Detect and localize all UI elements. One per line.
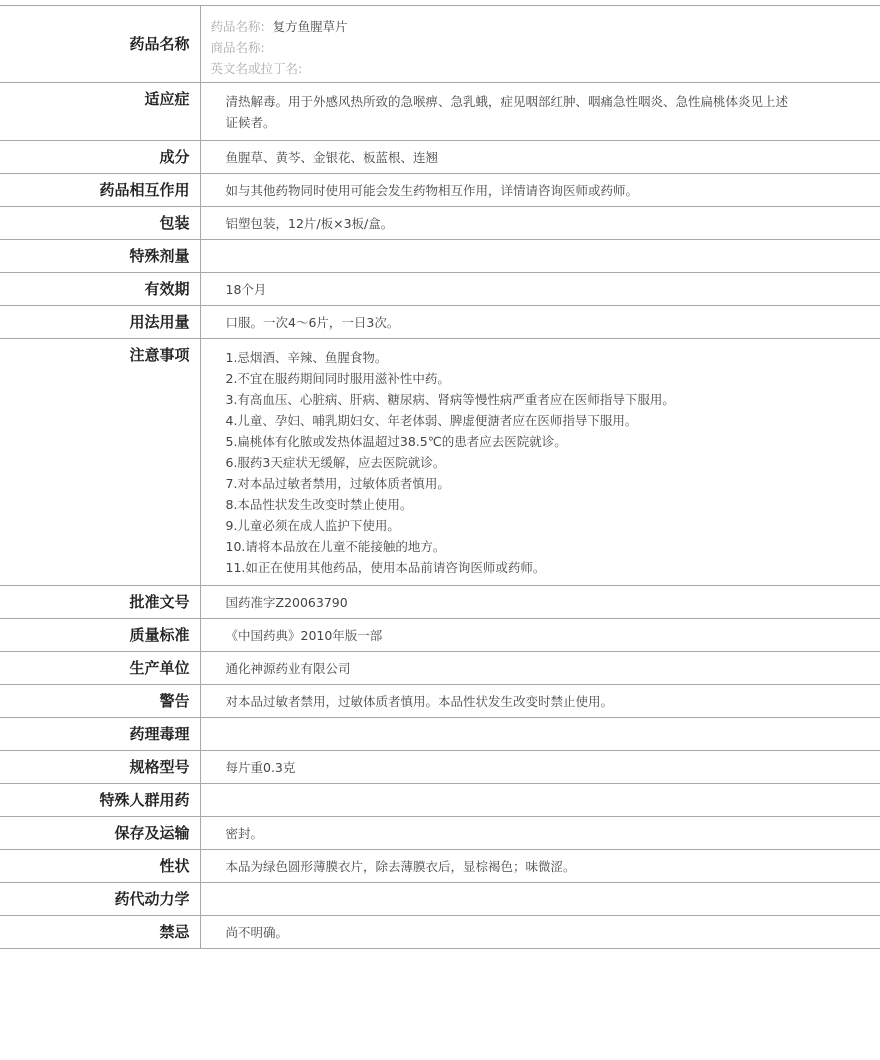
trade-name-caption: 商品名称: [210,40,265,55]
row-interactions [0,174,880,207]
package-label: 包装 [0,207,200,240]
row-drug-name [0,6,880,83]
precaution-item: 4.儿童、孕妇、哺乳期妇女、年老体弱、脾虚便溏者应在医师指导下服用。 [225,413,638,428]
row-ingredients [0,141,880,174]
special-dosage-value [200,240,880,273]
specification-label: 规格型号 [0,751,200,784]
generic-name-value: 复方鱼腥草片 [272,19,348,34]
english-name-caption: 英文名或拉丁名: [210,61,303,76]
precaution-item: 9.儿童必须在成人监护下使用。 [225,518,400,533]
warning-value: 对本品过敏者禁用，过敏体质者慎用。本品性状发生改变时禁止使用。 [200,685,880,718]
indication-value: 清热解毒。用于外感风热所致的急喉痹、急乳蛾，症见咽部红肿、咽痛急性咽炎、急性扁桃体炎见上述证候者。 [200,83,880,141]
manufacturer-label: 生产单位 [0,652,200,685]
row-standard [0,619,880,652]
storage-value: 密封。 [200,817,880,850]
pharmacokinetics-label: 药代动力学 [0,883,200,916]
row-package [0,207,880,240]
precaution-item: 6.服药3天症状无缓解，应去医院就诊。 [225,455,446,470]
special-population-value [200,784,880,817]
special-dosage-label: 特殊剂量 [0,240,200,273]
row-validity [0,273,880,306]
precaution-item: 1.忌烟酒、辛辣、鱼腥食物。 [225,350,388,365]
row-usage [0,306,880,339]
standard-value: 《中国药典》2010年版一部 [200,619,880,652]
ingredients-value: 鱼腥草、黄芩、金银花、板蓝根、连翘 [200,141,880,174]
description-value: 本品为绿色圆形薄膜衣片，除去薄膜衣后，显棕褐色；味微涩。 [200,850,880,883]
standard-label: 质量标准 [0,619,200,652]
validity-label: 有效期 [0,273,200,306]
contraindications-label: 禁忌 [0,916,200,949]
generic-name-caption: 药品名称: [210,19,265,34]
row-pharmacology [0,718,880,751]
precaution-item: 7.对本品过敏者禁用，过敏体质者慎用。 [225,476,450,491]
precaution-item: 2.不宜在服药期间同时服用滋补性中药。 [225,371,450,386]
contraindications-value: 尚不明确。 [200,916,880,949]
interactions-value: 如与其他药物同时使用可能会发生药物相互作用，详情请咨询医师或药师。 [200,174,880,207]
row-special-dosage [0,240,880,273]
ingredients-label: 成分 [0,141,200,174]
precaution-item: 11.如正在使用其他药品，使用本品前请咨询医师或药师。 [225,560,546,575]
pharmacology-value [200,718,880,751]
row-warning [0,685,880,718]
package-value: 铝塑包装，12片/板×3板/盒。 [200,207,880,240]
row-indication [0,83,880,141]
approval-label: 批准文号 [0,586,200,619]
usage-value: 口服。一次4～6片，一日3次。 [200,306,880,339]
row-special-population [0,784,880,817]
generic-name-line [211,16,861,37]
row-manufacturer [0,652,880,685]
validity-value: 18个月 [200,273,880,306]
row-description [0,850,880,883]
trade-name-line [211,37,861,58]
indication-label: 适应症 [0,83,200,141]
row-contraindications [0,916,880,949]
row-storage [0,817,880,850]
precautions-value [200,339,880,586]
pharmacokinetics-value [200,883,880,916]
interactions-label: 药品相互作用 [0,174,200,207]
row-approval [0,586,880,619]
pharmacology-label: 药理毒理 [0,718,200,751]
drug-name-value [200,6,880,83]
english-name-line [211,58,861,79]
precaution-item: 8.本品性状发生改变时禁止使用。 [225,497,413,512]
usage-label: 用法用量 [0,306,200,339]
description-label: 性状 [0,850,200,883]
precaution-item: 5.扁桃体有化脓或发热体温超过38.5℃的患者应去医院就诊。 [225,434,567,449]
precaution-item: 3.有高血压、心脏病、肝病、糖尿病、肾病等慢性病严重者应在医师指导下服用。 [225,392,675,407]
spec-table [0,5,880,949]
row-precautions [0,339,880,586]
approval-value: 国药准字Z20063790 [200,586,880,619]
special-population-label: 特殊人群用药 [0,784,200,817]
precaution-item: 10.请将本品放在儿童不能接触的地方。 [225,539,446,554]
storage-label: 保存及运输 [0,817,200,850]
warning-label: 警告 [0,685,200,718]
specification-value: 每片重0.3克 [200,751,880,784]
manufacturer-value: 通化神源药业有限公司 [200,652,880,685]
row-specification [0,751,880,784]
drug-name-label: 药品名称 [0,6,200,83]
precautions-label: 注意事项 [0,339,200,586]
row-pharmacokinetics [0,883,880,916]
